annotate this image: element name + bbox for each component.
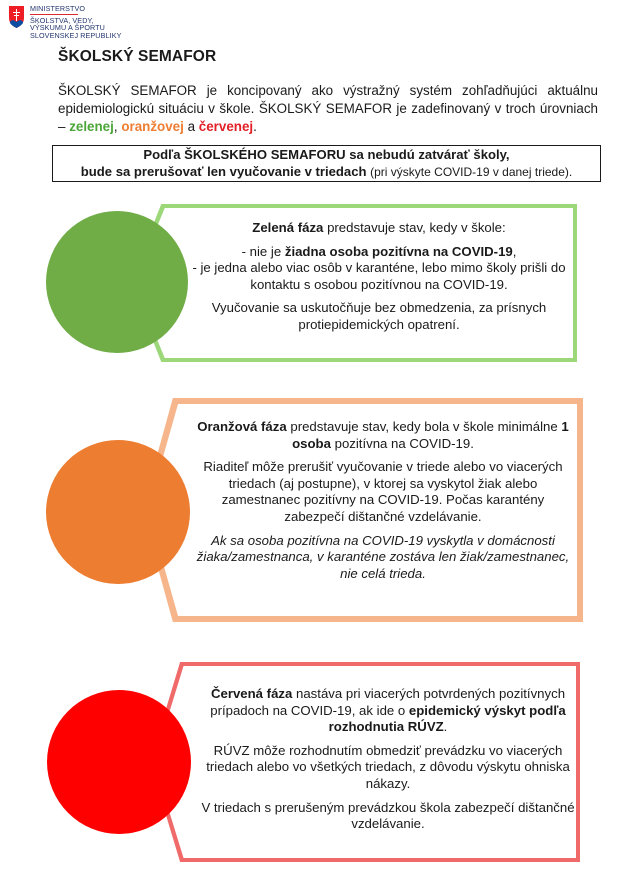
red-phase-name: Červená fáza xyxy=(210,686,293,701)
orange-phase-name: Oranžová fáza xyxy=(197,419,287,434)
red-phase-bold: epidemický výskyt podľa rozhodnutia RÚVZ xyxy=(328,702,566,735)
ministry-line-1: MINISTERSTVO xyxy=(30,4,86,13)
green-phase-circle xyxy=(46,211,188,353)
green-phase-text xyxy=(184,220,574,341)
green-bullet-2: - je jedna alebo viac osôb v karanténe, lebo mimo školy prišli do kontaktu s osobou pozitívnou na COVID-19. xyxy=(192,260,566,292)
ministry-logo xyxy=(8,5,138,45)
orange-phase-count: 1 osoba xyxy=(292,419,569,451)
red-phase-circle xyxy=(47,690,191,834)
green-bullet-1-bold: žiadna osoba pozitívna na COVID-19 xyxy=(284,243,513,259)
ministry-line-4: SLOVENSKEJ REPUBLIKY xyxy=(30,31,122,41)
slovak-coat-of-arms-icon xyxy=(8,5,25,29)
ministry-divider xyxy=(30,14,78,15)
notice-line-1: Podľa ŠKOLSKÉHO SEMAFORU sa nebudú zatvárať školy, xyxy=(143,147,510,162)
red-level-word: červenej xyxy=(198,119,254,134)
intro-text: ŠKOLSKÝ SEMAFOR je koncipovaný ako výstražný systém zohľadňujúci aktuálnu epidemiologickú situáciu v škole. ŠKOLSKÝ SEMAFOR je zadefinovaný v troch úrovniach – xyxy=(58,83,598,134)
intro-comma: , xyxy=(113,119,118,134)
orange-phase-circle xyxy=(46,440,190,584)
orange-phase-para-2: Riaditeľ môže prerušiť vyučovanie v triede alebo vo viacerých triedach (aj postupne), v ktorej sa vyskytol žiak alebo zamestnanec pozitívny na COVID-19. Počas karantény zabezpečí dištančné vzdelávanie. xyxy=(203,459,563,524)
red-phase-text xyxy=(196,686,580,840)
orange-phase-intro-end: pozitívna na COVID-19. xyxy=(334,435,474,451)
red-phase-bold-end: . xyxy=(443,719,448,735)
notice-line-2-bold: bude sa prerušovať len vyučovanie v triedach xyxy=(80,163,367,179)
ministry-line-3: VÝSKUMU A ŠPORTU xyxy=(30,23,105,33)
red-phase-para-2: RÚVZ môže rozhodnutím obmedziť prevádzku vo viacerých triedach alebo vo všetkých triedach, z dôvodu výskytu ohniska nákazy. xyxy=(206,742,570,791)
ministry-line-2: ŠKOLSTVA, VEDY, xyxy=(30,15,94,25)
green-bullet-1-pre: - nie je xyxy=(241,243,282,259)
green-phase-name: Zelená fáza xyxy=(252,220,324,235)
orange-phase-intro: predstavuje stav, kedy bola v škole minimálne xyxy=(290,419,558,434)
orange-phase-text xyxy=(196,419,570,589)
page-title: ŠKOLSKÝ SEMAFOR xyxy=(58,48,217,65)
red-phase-para-3: V triedach s prerušeným prevádzkou škola zabezpečí dištančné vzdelávanie. xyxy=(201,799,575,832)
notice-box xyxy=(52,145,601,182)
green-bullet-1-post: , xyxy=(512,243,517,259)
red-phase-intro: nastáva pri viacerých potvrdených pozitívnych prípadoch na COVID-19, ak ide o xyxy=(210,686,566,718)
intro-paragraph xyxy=(58,82,598,136)
notice-line-2-rest: (pri výskyte COVID-19 v danej triede). xyxy=(370,164,573,179)
intro-period: . xyxy=(253,119,257,134)
ministry-name xyxy=(30,5,121,40)
orange-phase-para-3: Ak sa osoba pozitívna na COVID-19 vyskytla v domácnosti žiaka/zamestnanca, v karanténe zostáva len žiak/zamestnanec, nie celá trieda. xyxy=(196,532,570,581)
green-level-word: zelenej xyxy=(69,119,114,134)
green-phase-note: Vyučovanie sa uskutočňuje bez obmedzenia, za prísnych protiepidemických opatrení. xyxy=(211,300,547,332)
green-phase-intro: predstavuje stav, kedy v škole: xyxy=(327,220,506,235)
orange-level-word: oranžovej xyxy=(121,119,184,134)
intro-and: a xyxy=(187,119,196,134)
